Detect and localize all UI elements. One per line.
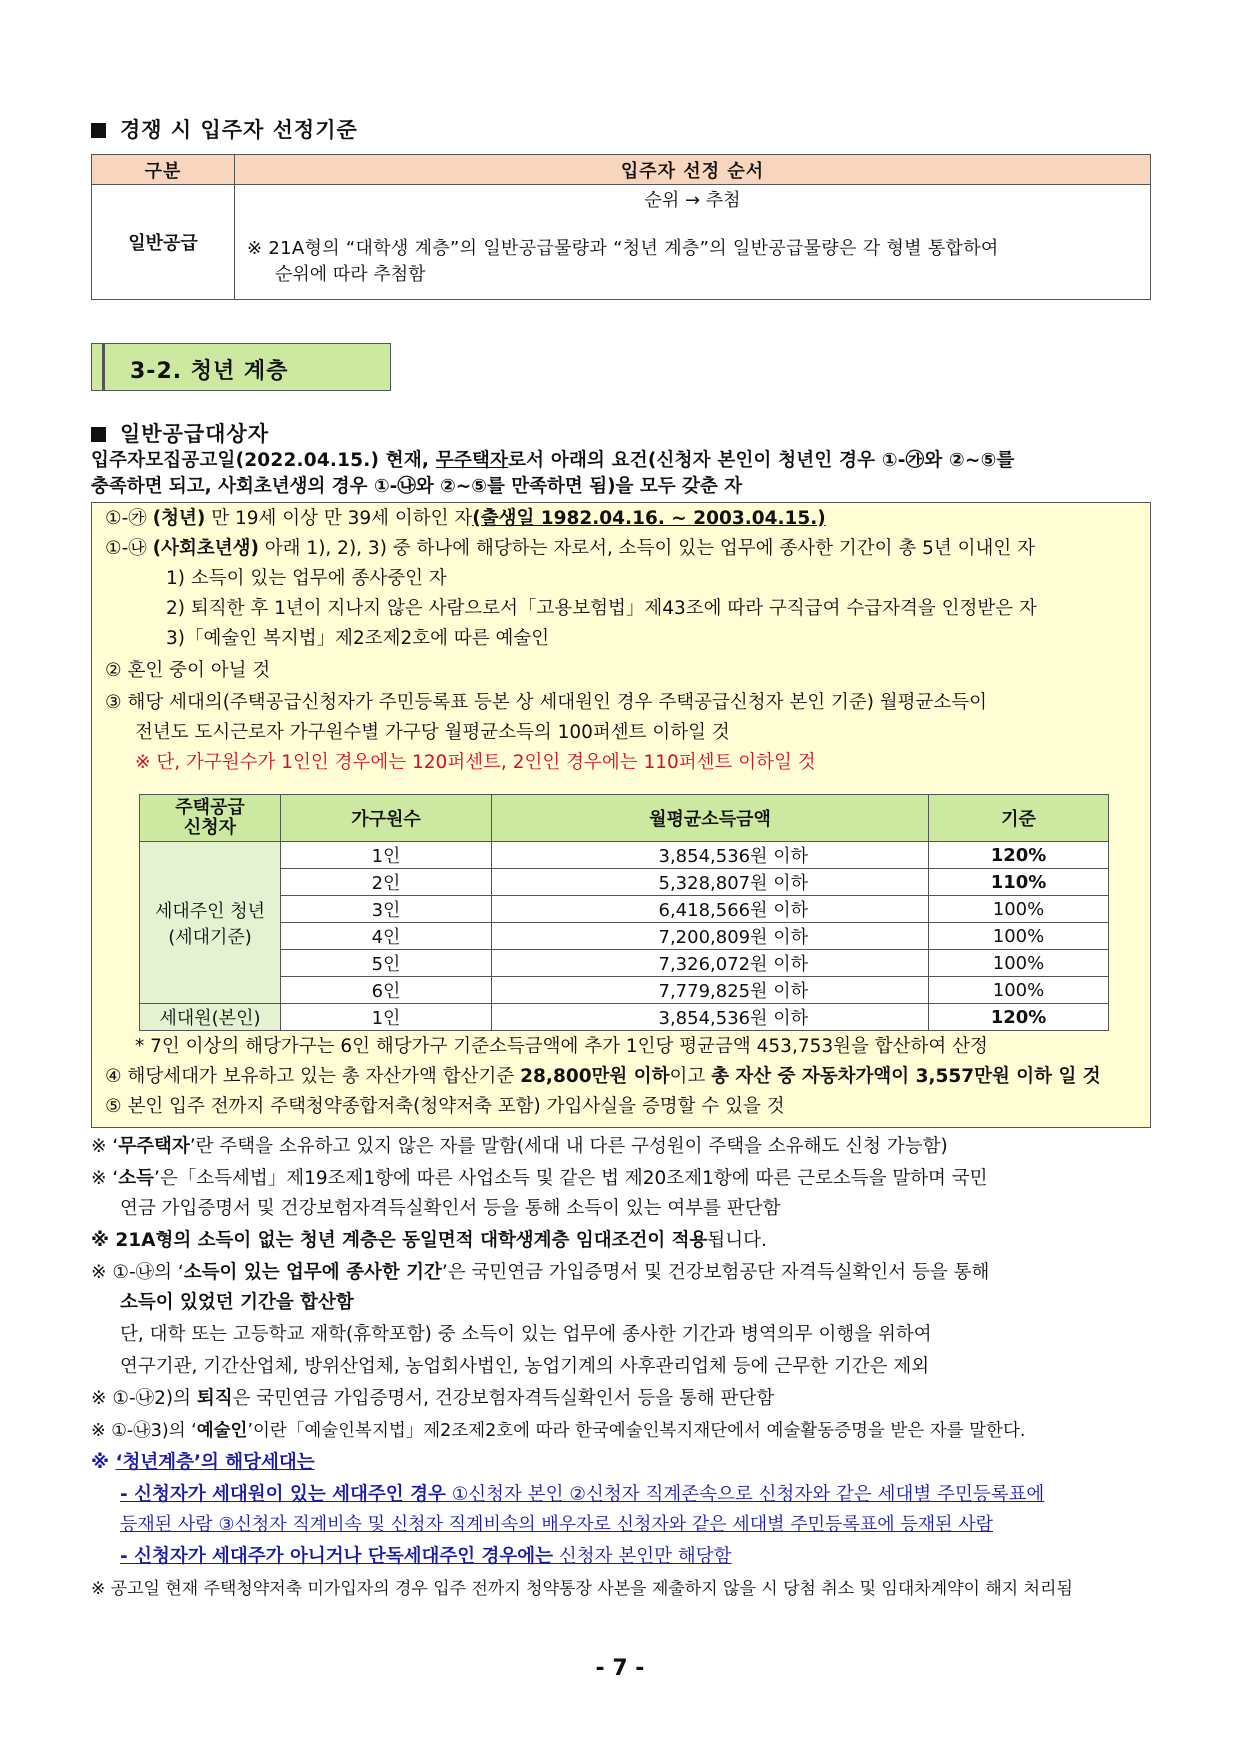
- household-size: 5인: [281, 950, 492, 977]
- col-header: 구분: [92, 155, 235, 185]
- group-householder: 세대주인 청년 (세대기준): [140, 842, 281, 1004]
- req-income-exception: ※ 단, 가구원수가 1인인 경우에는 120퍼센트, 2인인 경우에는 110퍼센트 이하일 것: [135, 752, 816, 773]
- note-household-1: - 신청자가 세대원이 있는 세대주인 경우 ①신청자 본인 ②신청자 직계존속으로 신청자와 같은 세대별 주민등록표에: [120, 1484, 1045, 1505]
- table-row: [140, 869, 1109, 896]
- note-homeless: ※ ‘무주택자’란 주택을 소유하고 있지 않은 자를 말함(세대 내 다른 구성원이 주택을 소유해도 신청 가능함): [91, 1136, 948, 1157]
- group-member: 세대원(본인): [140, 1004, 281, 1031]
- income-amount: 3,854,536원 이하: [492, 1004, 929, 1031]
- criteria-pct: 100%: [929, 950, 1109, 977]
- page-number: - 7 -: [595, 1656, 645, 1681]
- req-savings: ⑤ 본인 입주 전까지 주택청약종합저축(청약저축 포함) 가입사실을 증명할 수 있을 것: [105, 1096, 785, 1117]
- criteria-pct: 110%: [929, 869, 1109, 896]
- note-work-exclusion-cont: 연구기관, 기간산업체, 방위산업체, 농업회사법인, 농업기계의 사후관리업체 등에 근무한 기간은 제외: [120, 1356, 930, 1377]
- req-newcomer-2: 2) 퇴직한 후 1년이 지나지 않은 사람으로서「고용보험법」제43조에 따라 구직급여 수급자격을 인정받은 자: [166, 598, 1037, 619]
- col-header-household-size: 가구원수: [281, 795, 492, 842]
- criteria-pct: 100%: [929, 923, 1109, 950]
- selection-table: [91, 154, 1151, 300]
- note-work-period: ※ ①-㉯의 ‘소득이 있는 업무에 종사한 기간’은 국민연금 가입증명서 및 건강보험공단 자격득실확인서 등을 통해: [91, 1262, 990, 1283]
- note-household-2: - 신청자가 세대주가 아니거나 단독세대주인 경우에는 신청자 본인만 해당함: [120, 1546, 732, 1567]
- col-header-applicant: 주택공급 신청자: [140, 795, 281, 842]
- eligibility-intro-line2: 충족하면 되고, 사회초년생의 경우 ①-㉯와 ②~⑤를 만족하면 됨)을 모두 갖춘 자: [91, 476, 743, 497]
- table-footnote: * 7인 이상의 해당가구는 6인 해당가구 기준소득금액에 추가 1인당 평균금액 453,753원을 합산하여 산정: [135, 1036, 988, 1057]
- income-amount: 7,326,072원 이하: [492, 950, 929, 977]
- income-table: [139, 794, 1109, 1031]
- income-amount: 5,328,807원 이하: [492, 869, 929, 896]
- income-amount: 7,779,825원 이하: [492, 977, 929, 1004]
- note-income: ※ ‘소득’은「소득세법」제19조제1항에 따른 사업소득 및 같은 법 제20조제1항에 따른 근로소득을 말하며 국민: [91, 1168, 988, 1189]
- eligibility-heading: 일반공급대상자: [91, 418, 269, 448]
- criteria-pct: 120%: [929, 842, 1109, 869]
- table-row: [140, 842, 1109, 869]
- note-income-cont: 연금 가입증명서 및 건강보험자격득실확인서 등을 통해 소득이 있는 여부를 판단함: [120, 1198, 781, 1219]
- selection-content: [235, 185, 1151, 300]
- col-header-criteria: 기준: [929, 795, 1109, 842]
- household-size: 3인: [281, 896, 492, 923]
- selection-note: ※ 21A형의 “대학생 계층”의 일반공급물량과 “청년 계층”의 일반공급물량은 각 형별 통합하여: [247, 238, 999, 259]
- note-artist: ※ ①-㉯3)의 ‘예술인’이란「예술인복지법」제2조제2호에 따라 한국예술인복지재단에서 예술활동증명을 받은 자를 말한다.: [91, 1421, 1026, 1441]
- table-row: [140, 977, 1109, 1004]
- income-amount: 3,854,536원 이하: [492, 842, 929, 869]
- section-title-box: [91, 343, 391, 391]
- section-title: 3-2. 청년 계층: [130, 359, 289, 384]
- note-work-period-cont: 소득이 있었던 기간을 합산함: [120, 1292, 354, 1313]
- criteria-pct: 100%: [929, 896, 1109, 923]
- selection-note-cont: 순위에 따라 추첨함: [275, 264, 426, 285]
- selection-heading: 경쟁 시 입주자 선정기준: [91, 114, 358, 144]
- household-size: 1인: [281, 1004, 492, 1031]
- section-bar: [102, 344, 105, 390]
- selection-order: 순위 → 추첨: [644, 190, 741, 211]
- criteria-pct: 120%: [929, 1004, 1109, 1031]
- req-assets: ④ 해당세대가 보유하고 있는 총 자산가액 합산기준 28,800만원 이하이고 총 자산 중 자동차가액이 3,557만원 이하 일 것: [105, 1066, 1101, 1087]
- req-income: ③ 해당 세대의(주택공급신청자가 주민등록표 등본 상 세대원인 경우 주택공급신청자 본인 기준) 월평균소득이: [105, 692, 988, 713]
- note-work-exclusion: 단, 대학 또는 고등학교 재학(휴학포함) 중 소득이 있는 업무에 종사한 기간과 병역의무 이행을 위하여: [120, 1324, 932, 1345]
- req-newcomer: ①-㉯ (사회초년생) 아래 1), 2), 3) 중 하나에 해당하는 자로서, 소득이 있는 업무에 종사한 기간이 총 5년 이내인 자: [105, 538, 1036, 559]
- req-newcomer-1: 1) 소득이 있는 업무에 종사중인 자: [166, 568, 447, 589]
- req-income-cont: 전년도 도시근로자 가구원수별 가구당 월평균소득의 100퍼센트 이하일 것: [135, 722, 730, 743]
- household-size: 1인: [281, 842, 492, 869]
- note-retire: ※ ①-㉯2)의 퇴직은 국민연금 가입증명서, 건강보험자격득실확인서 등을 통해 판단함: [91, 1388, 775, 1409]
- square-bullet-icon: [91, 427, 106, 442]
- req-youth: ①-㉮ (청년) 만 19세 이상 만 39세 이하인 자(출생일 1982.04.16. ~ 2003.04.15.): [105, 508, 826, 529]
- household-size: 2인: [281, 869, 492, 896]
- square-bullet-icon: [91, 123, 106, 138]
- row-label: 일반공급: [92, 185, 235, 300]
- eligibility-intro-line1: 입주자모집공고일(2022.04.15.) 현재, 무주택자로서 아래의 요건(신청자 본인이 청년인 경우 ①-㉮와 ②~⑤를: [91, 450, 1015, 471]
- note-household-title: ※ ‘청년계층’의 해당세대는: [91, 1452, 315, 1473]
- household-size: 4인: [281, 923, 492, 950]
- col-header-income: 월평균소득금액: [492, 795, 929, 842]
- table-row: [140, 950, 1109, 977]
- income-amount: 6,418,566원 이하: [492, 896, 929, 923]
- table-row: [140, 896, 1109, 923]
- income-amount: 7,200,809원 이하: [492, 923, 929, 950]
- req-newcomer-3: 3)「예술인 복지법」제2조제2호에 따른 예술인: [166, 628, 550, 649]
- table-row: [140, 923, 1109, 950]
- note-savings-account: ※ 공고일 현재 주택청약저축 미가입자의 경우 입주 전까지 청약통장 사본을 제출하지 않을 시 당첨 취소 및 임대차계약이 해지 처리됨: [91, 1579, 1073, 1599]
- note-household-1-cont: 등재된 사람 ③신청자 직계비속 및 신청자 직계비속의 배우자로 신청자와 같은 세대별 주민등록표에 등재된 사람: [120, 1514, 993, 1535]
- criteria-pct: 100%: [929, 977, 1109, 1004]
- req-unmarried: ② 혼인 중이 아닐 것: [105, 660, 271, 681]
- table-row: [140, 1004, 1109, 1031]
- note-21a: ※ 21A형의 소득이 없는 청년 계층은 동일면적 대학생계층 임대조건이 적용됩니다.: [91, 1230, 767, 1251]
- col-header: 입주자 선정 순서: [235, 155, 1151, 185]
- household-size: 6인: [281, 977, 492, 1004]
